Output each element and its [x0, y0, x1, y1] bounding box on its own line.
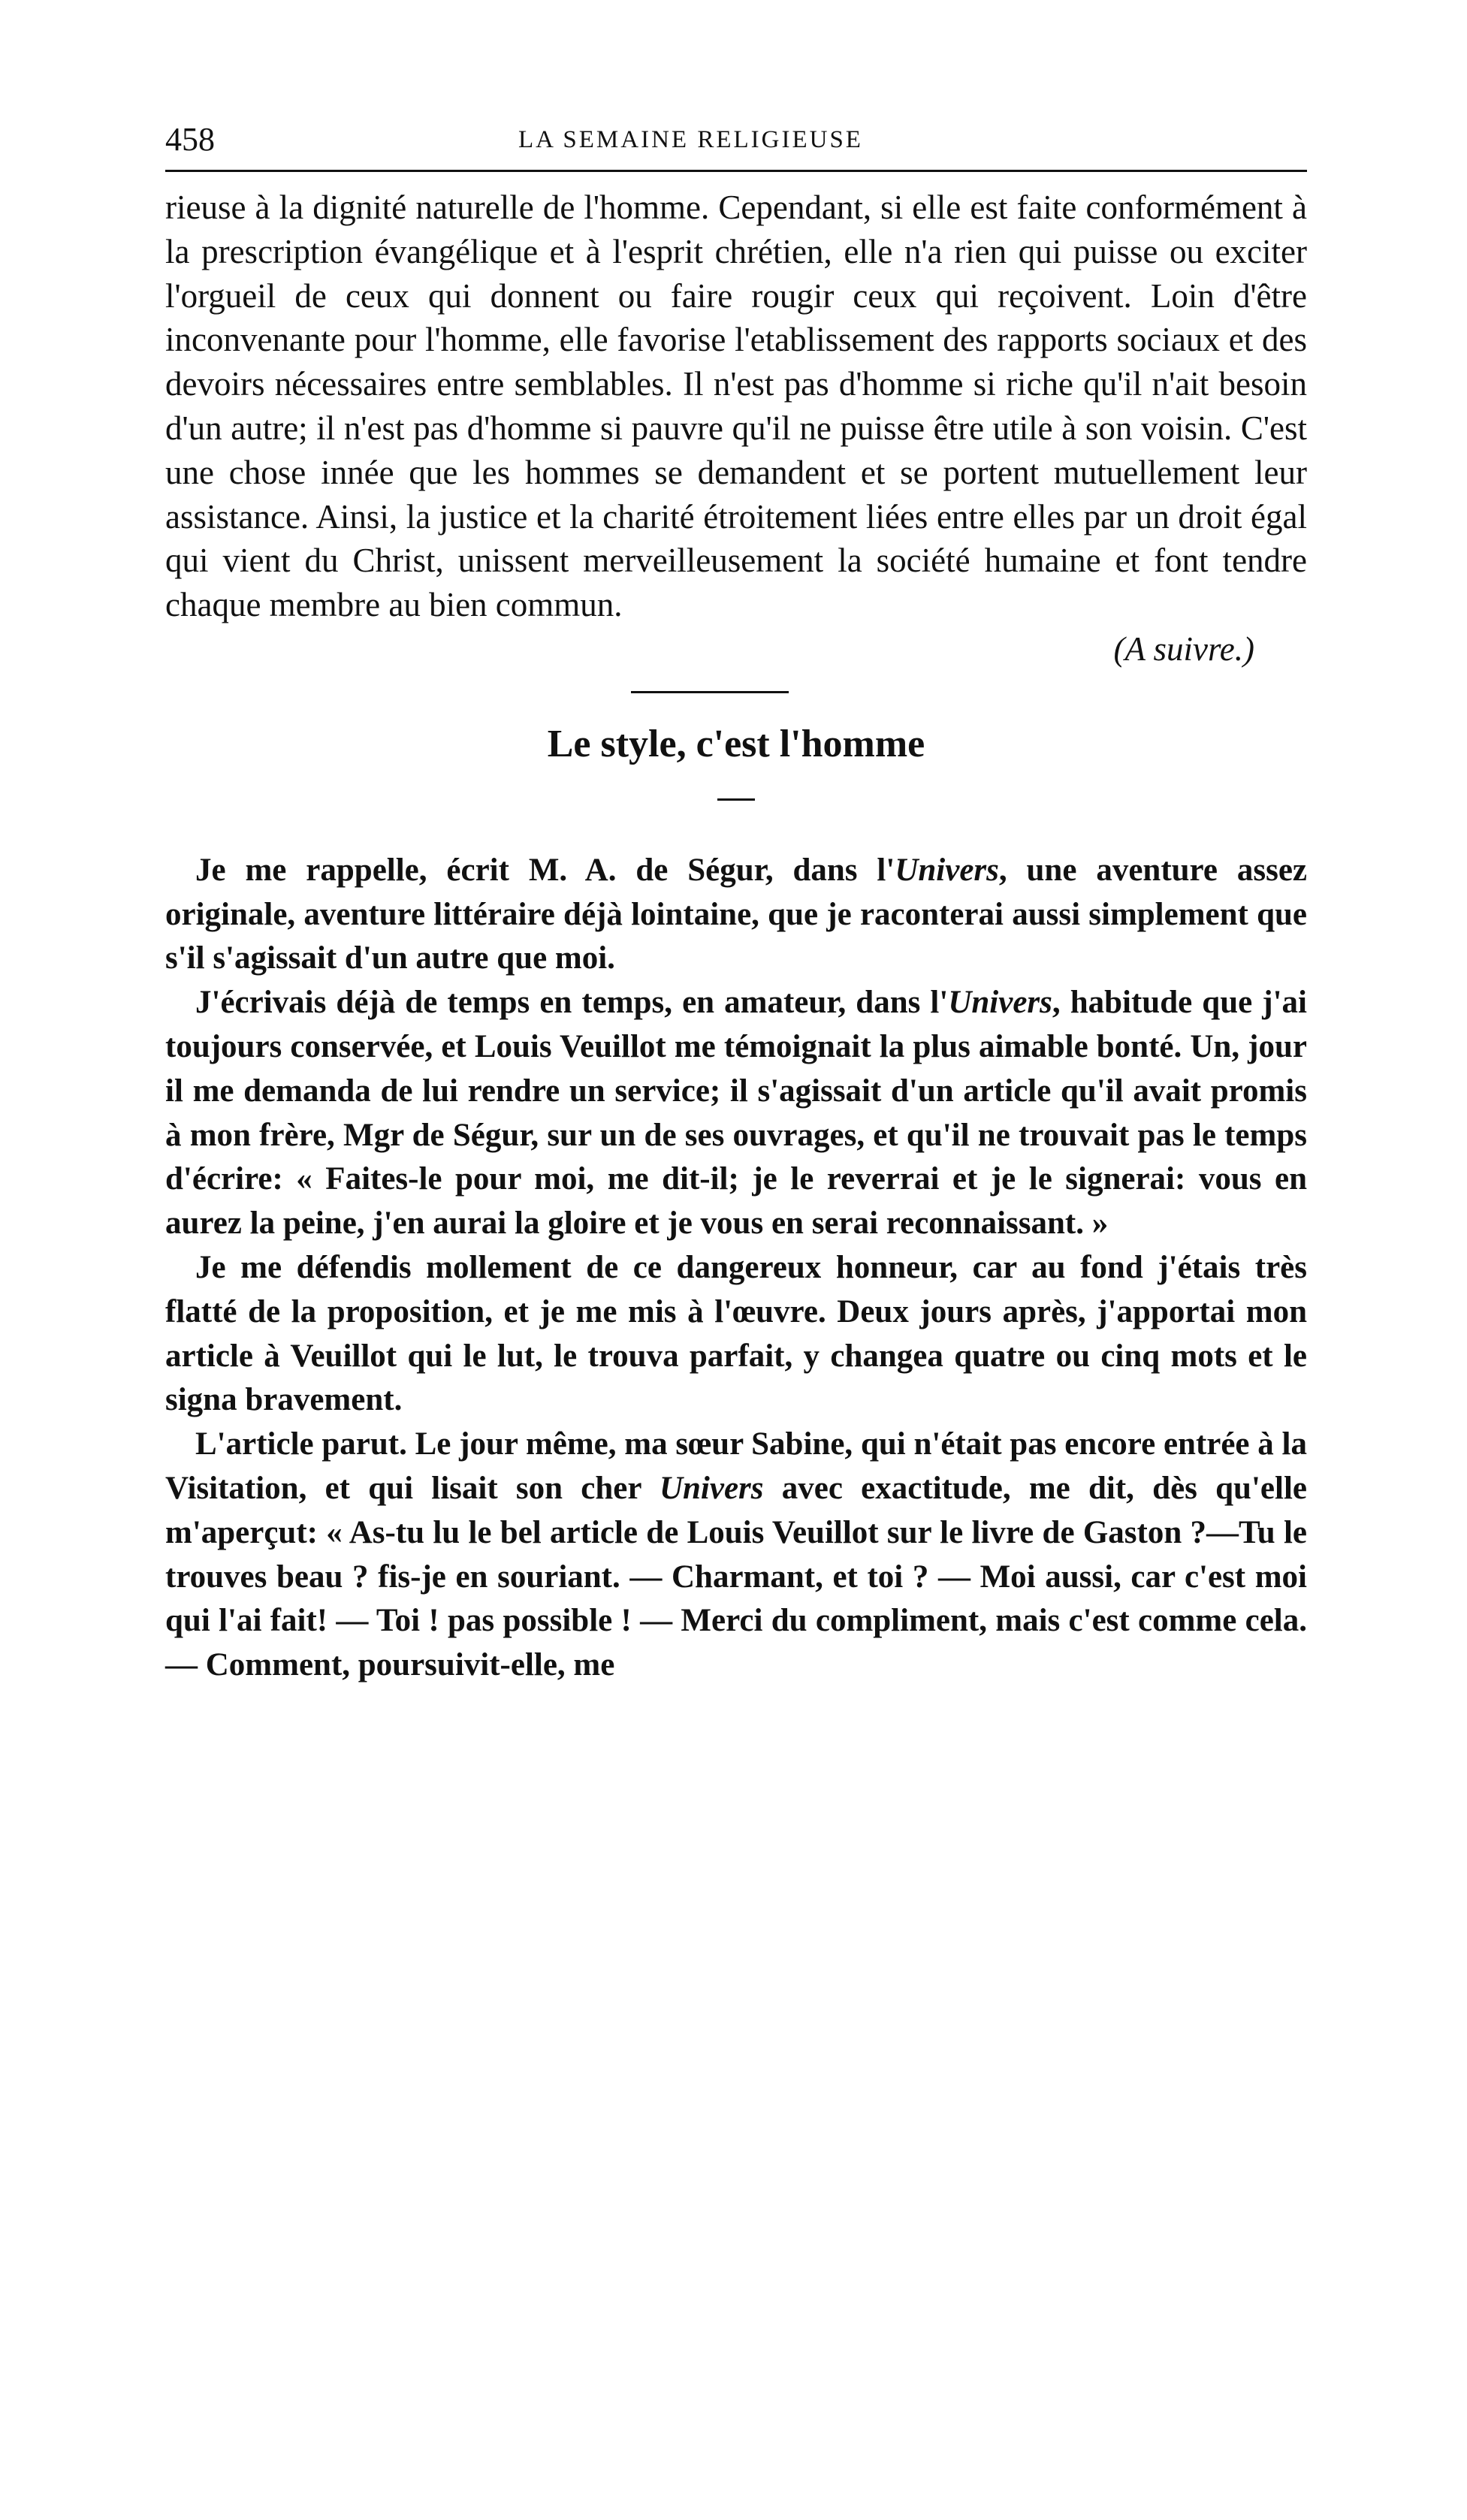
section-separator — [631, 691, 789, 693]
page-number: 458 — [165, 121, 215, 158]
journal-title: LA SEMAINE RELIGIEUSE — [518, 126, 863, 153]
to-be-continued-note: (A suivre.) — [1113, 629, 1254, 668]
continued-paragraph: rieuse à la dignité naturelle de l'homme. Cependant, si elle est faite conformément à la prescription évangélique et à l'esprit chrétien, elle n'a rien qui puisse ou exciter l'orgueil de ceux qui donnent ou faire rougir ceux qui reçoivent. Loin d'être inconvenante pour l'homme, elle favorise l'etablissement des rapports sociaux et des devoirs nécessaires entre semblables. Il n'est pas d'homme si riche qu'il n'ait besoin d'un autre; il n'est pas d'homme si pauvre qu'il ne puisse être utile à son voisin. C'est une chose innée que les hommes se demandent et se portent mutuellement leur assistance. Ainsi, la justice et la charité étroitement liées entre elles par un droit égal qui vient du Christ, unissent merveilleusement la société humaine et font tendre chaque membre au bien commun. — [165, 189, 1307, 624]
running-head — [165, 120, 1307, 164]
article-paragraph: L'article parut. Le jour même, ma sœur Sabine, qui n'était pas encore entrée à la Visitation, et qui lisait son cher Univers avec exactitude, me dit, dès qu'elle m'aperçut: « As-tu lu le bel article de Louis Veuillot sur le livre de Gaston ?—Tu le trouves beau ? fis-je en souriant. — Charmant, et toi ? — Moi aussi, car c'est moi qui l'ai fait! — Toi ! pas possible ! — Merci du compliment, mais c'est comme cela. — Comment, poursuivit-elle, me — [165, 1426, 1307, 1683]
header-rule — [165, 170, 1307, 172]
article-body — [165, 849, 1307, 1688]
article-paragraph: J'écrivais déjà de temps en temps, en amateur, dans l'Univers, habitude que j'ai toujours conservée, et Louis Veuillot me témoignait la plus aimable bonté. Un, jour il me demanda de lui rendre un service; il s'agissait d'un article qu'il avait promis à mon frère, Mgr de Ségur, sur un de ses ouvrages, et qu'il ne trouvait pas le temps d'écrire: « Faites-le pour moi, me dit-il; je le reverrai et je le signerai: vous en aurez la peine, j'en aurai la gloire et je vous en serai reconnaissant. » — [165, 985, 1307, 1242]
article-paragraph: Je me rappelle, écrit M. A. de Ségur, dans l'Univers, une aventure assez originale, aventure littéraire déjà lointaine, que je raconterai aussi simplement que s'il s'agissait d'un autre que moi. — [165, 852, 1307, 976]
page — [165, 120, 1307, 1688]
title-dash — [717, 798, 755, 801]
article-title: Le style, c'est l'homme — [547, 722, 925, 765]
article-paragraph: Je me défendis mollement de ce dangereux honneur, car au fond j'étais très flatté de la proposition, et je me mis à l'œuvre. Deux jours après, j'apportai mon article à Veuillot qui le lut, le trouva parfait, y changea quatre ou cinq mots et le signa bravement. — [165, 1249, 1307, 1418]
